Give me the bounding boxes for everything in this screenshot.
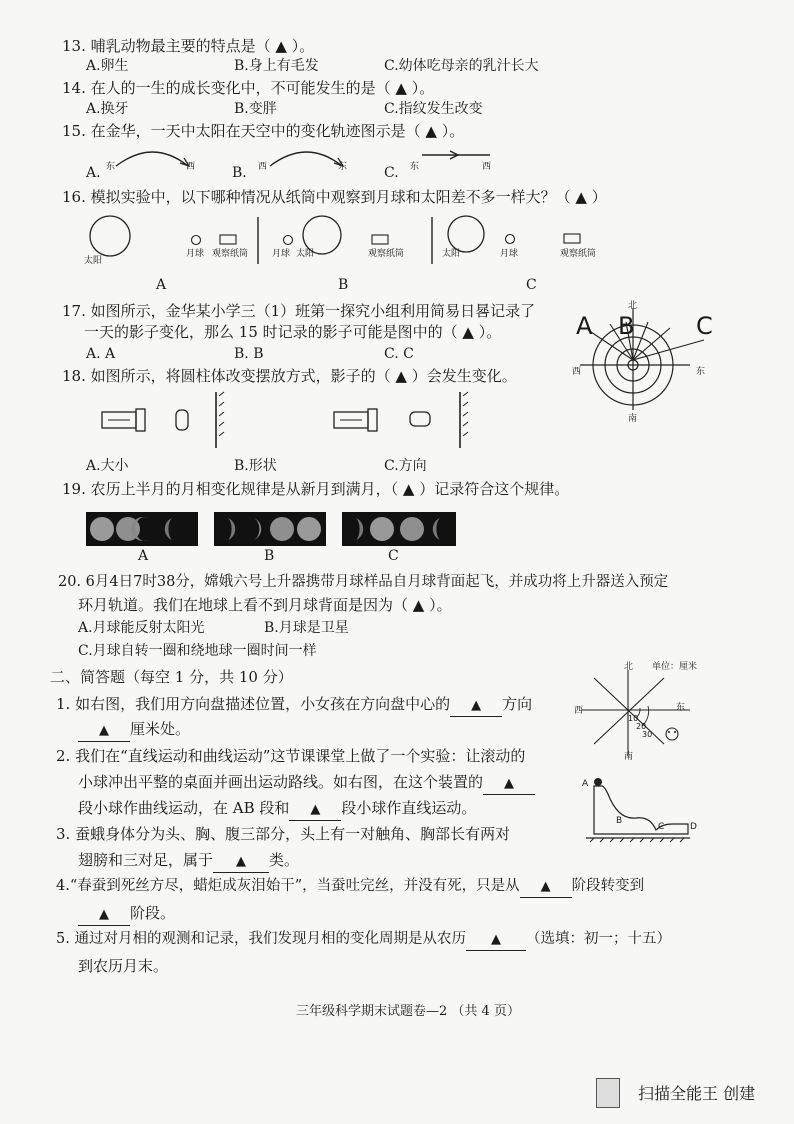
q17-north-label: 北 [628, 301, 638, 311]
s1-line1 [56, 694, 532, 717]
q15-option-a: A. [86, 165, 101, 181]
scanner-watermark: 扫描全能王 创建 [638, 1084, 756, 1103]
q15-option-b: B. [232, 165, 247, 181]
q17-option-a: A. A [86, 346, 116, 362]
q17-shadow-label-b: B [618, 312, 635, 340]
q16-stem: 16. 模拟实验中，以下哪种情况从纸筒中观察到月球和太阳差不多一样大？（ ▲ ） [62, 188, 607, 206]
q20-stem-line1: 20. 6月4日7时38分，嫦娥六号上升器携带月球样品自月球背面起飞，并成功将上升器送入预定 [58, 574, 669, 590]
q16-label-a: A [156, 277, 167, 293]
s1-line2 [78, 719, 190, 742]
s2-text-a: 小球冲出平整的桌面并画出运动路线。如右图，在这个装置的 [78, 773, 484, 791]
q17-option-b: B. B [234, 346, 264, 362]
s4-line2 [78, 903, 175, 926]
q16-a-moon-label: 月球 [186, 249, 205, 259]
q17-option-c: C. C [384, 346, 414, 362]
q17-south-label: 南 [628, 414, 638, 424]
q19-label-a: A [138, 548, 149, 564]
q13-option-c: C.幼体吃母亲的乳汁长大 [384, 58, 539, 74]
q14-stem: 14. 在人的一生的成长变化中，不可能发生的是（ ▲ ）。 [62, 79, 435, 97]
q15-a-right-label: 西 [186, 162, 196, 172]
s2-point-a: A [582, 779, 589, 789]
s4-text-b: 阶段转变到 [571, 878, 645, 894]
q14-option-a: A.换牙 [86, 101, 129, 117]
s2-point-c: C [658, 822, 665, 832]
q15-b-left-label: 西 [258, 162, 268, 172]
s1-east-label: 东 [676, 703, 686, 713]
q19-stem: 19. 农历上半月的月相变化规律是从新月到满月，（ ▲ ）记录符合这个规律。 [62, 480, 570, 498]
q17-shadow-label-c: C [696, 312, 713, 340]
q16-b-tube-label: 观察纸筒 [368, 249, 405, 259]
section2-title: 二、简答题（每空 1 分，共 10 分） [50, 668, 293, 686]
q19-moon-sequence-c [342, 512, 456, 546]
s3-blank-class: ▲ [213, 850, 269, 873]
q16-c-tube-label: 观察纸筒 [560, 249, 597, 259]
q19-moon-sequence-b [214, 512, 326, 546]
q16-label-c: C [526, 277, 537, 293]
s4-line1 [56, 876, 644, 898]
q15-a-left-label: 东 [106, 162, 116, 172]
q15-stem: 15. 在金华，一天中太阳在天空中的变化轨迹图示是（ ▲ ）。 [62, 122, 465, 140]
q18-flashlight-diagram [96, 390, 476, 452]
q17-east-label: 东 [696, 367, 706, 377]
q13-option-a: A.卵生 [86, 58, 129, 74]
s1-unit-label: 单位：厘米 [652, 662, 698, 672]
scanner-logo-icon [596, 1078, 620, 1108]
s4-blank-from-stage: ▲ [520, 876, 572, 898]
s2-line3 [78, 798, 476, 821]
s1-direction-diagram [576, 664, 706, 764]
s2-point-d: D [690, 822, 697, 832]
s1-tick-10: 10 [628, 714, 639, 723]
s5-line1 [56, 929, 671, 951]
q13-option-b: B.身上有毛发 [234, 58, 319, 74]
q15-option-c: C. [384, 165, 399, 181]
q17-stem-line1: 17. 如图所示，金华某小学三（1）班第一探究小组利用简易日晷记录了 [62, 302, 536, 320]
s2-blank-straight: ▲ [289, 798, 341, 821]
q17-stem-line2: 一天的影子变化，那么 15 时记录的影子可能是图中的（ ▲ ）。 [84, 323, 502, 341]
s5-line2: 到农历月末。 [78, 957, 169, 975]
s5-text-a: 5. 通过对月相的观测和记录，我们发现月相的变化周期是从农历 [56, 931, 466, 947]
s4-text-a: 4.“春蚕到死丝方尽，蜡炬成灰泪始干”，当蚕吐完丝，并没有死，只是从 [56, 878, 520, 894]
page-footer: 三年级科学期末试题卷—2 （共 4 页） [296, 1004, 520, 1019]
q15-b-arc-diagram [262, 144, 352, 174]
q16-label-b: B [338, 277, 349, 293]
s2-text-c: 段小球作直线运动。 [341, 799, 477, 817]
s2-point-b: B [616, 816, 623, 826]
s1-text-b: 方向 [502, 695, 533, 713]
q20-stem-line2: 环月轨道。我们在地球上看不到月球背面是因为（ ▲ ）。 [78, 596, 452, 614]
s5-blank-lunar-day: ▲ [466, 929, 526, 951]
q18-option-a: A.大小 [86, 458, 129, 474]
q16-a-sun-label: 太阳 [84, 256, 103, 266]
q16-a-tube-label: 观察纸筒 [212, 249, 249, 259]
q20-option-b: B.月球是卫星 [264, 620, 349, 636]
q20-option-a: A.月球能反射太阳光 [78, 620, 205, 636]
s2-ramp-diagram [580, 772, 700, 854]
s3-text-b: 类。 [269, 851, 300, 869]
q17-west-label: 西 [572, 367, 582, 377]
s5-text-b: （选填：初一；十五） [525, 931, 671, 947]
q20-option-c: C.月球自转一圈和绕地球一圈时间一样 [78, 643, 317, 659]
q18-option-c: C.方向 [384, 458, 427, 474]
s1-north-label: 北 [624, 662, 634, 672]
s1-text-c: 厘米处。 [130, 720, 191, 738]
q19-label-c: C [388, 548, 399, 564]
q15-b-right-label: 东 [338, 162, 348, 172]
q17-shadow-label-a: A [576, 312, 593, 340]
q16-c-moon-label: 月球 [500, 249, 519, 259]
s1-text-a: 1. 如右图，我们用方向盘描述位置，小女孩在方向盘中心的 [56, 695, 451, 713]
q16-c-sun-label: 太阳 [442, 249, 461, 259]
s1-tick-20: 20 [636, 722, 647, 731]
s1-blank-distance: ▲ [78, 719, 130, 742]
q15-a-arc-diagram [108, 144, 198, 174]
s1-tick-30: 30 [642, 730, 653, 739]
q19-moon-sequence-a [86, 512, 198, 546]
s4-text-c: 阶段。 [130, 904, 176, 922]
s3-text-a: 翅膀和三对足，属于 [78, 851, 214, 869]
s1-south-label: 南 [624, 752, 634, 762]
s2-blank-curve: ▲ [483, 772, 535, 795]
s3-line2 [78, 850, 299, 873]
s3-line1: 3. 蚕蛾身体分为头、胸、腹三部分，头上有一对触角、胸部长有两对 [56, 825, 511, 843]
s1-blank-direction: ▲ [450, 694, 502, 717]
q19-label-b: B [264, 548, 275, 564]
q16-b-moon-label: 月球 [272, 249, 291, 259]
q15-c-line-diagram [420, 150, 492, 160]
q14-option-b: B.变胖 [234, 101, 277, 117]
q18-stem: 18. 如图所示，将圆柱体改变摆放方式，影子的（ ▲ ）会发生变化。 [62, 367, 517, 385]
q15-c-right-label: 西 [482, 162, 492, 172]
q14-option-c: C.指纹发生改变 [384, 101, 483, 117]
s2-line2 [78, 772, 535, 795]
s2-text-b: 段小球作曲线运动，在 AB 段和 [78, 799, 290, 817]
s2-line1: 2. 我们在“直线运动和曲线运动”这节课课堂上做了一个实验：让滚动的 [56, 747, 526, 765]
s1-west-label: 西 [574, 706, 584, 716]
s4-blank-to-stage: ▲ [78, 903, 130, 926]
q13-stem: 13. 哺乳动物最主要的特点是（ ▲ ）。 [62, 37, 315, 55]
q16-b-sun-label: 太阳 [296, 249, 315, 259]
q15-c-left-label: 东 [410, 162, 420, 172]
q18-option-b: B.形状 [234, 458, 277, 474]
